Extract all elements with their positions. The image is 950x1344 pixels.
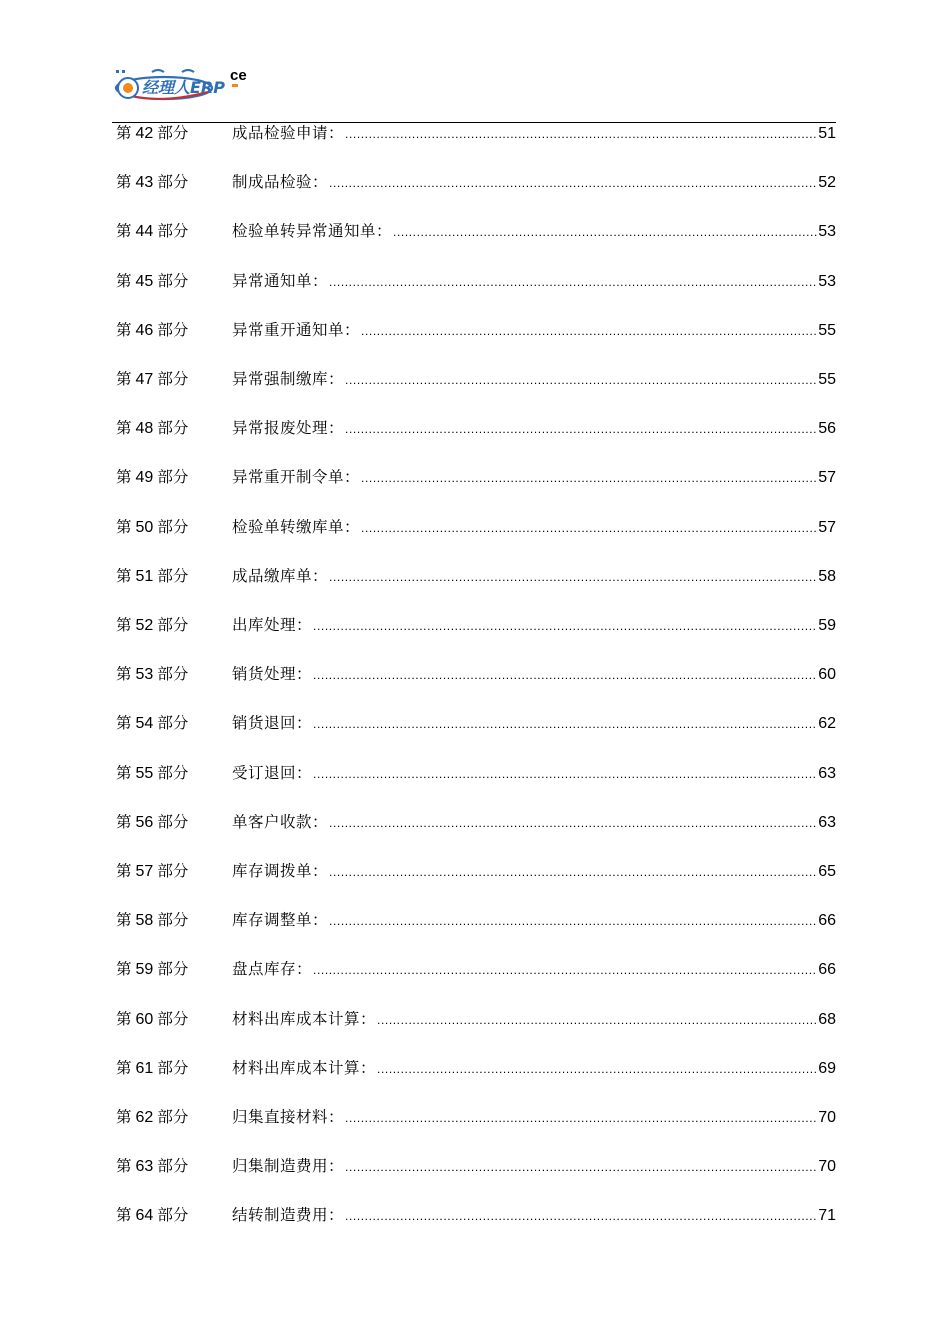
toc-entry[interactable] [116,662,836,686]
toc-entry[interactable] [116,219,836,243]
page-number[interactable]: 53 [818,223,836,241]
dot-leader [345,1155,817,1179]
part-label [116,1007,232,1032]
entry-title[interactable]: 异常通知单： [232,271,329,290]
part-suffix: 部分 [157,1206,189,1225]
entry-title[interactable]: 异常报废处理： [232,419,345,438]
entry-title[interactable]: 库存调整单： [232,911,329,930]
part-number: 63 [135,1158,154,1176]
toc-entry[interactable] [116,761,836,785]
part-suffix: 部分 [157,714,189,733]
part-prefix: 第 [116,911,132,930]
page-number[interactable]: 68 [818,1010,836,1028]
part-number: 62 [135,1109,154,1126]
dot-leader [377,1057,817,1081]
part-label [116,859,232,884]
entry-title[interactable]: 异常重开通知单： [232,320,361,339]
part-number: 50 [135,518,154,536]
part-suffix: 部分 [157,812,189,831]
entry-title[interactable]: 结转制造费用： [232,1206,345,1225]
toc-entry[interactable] [116,515,836,539]
page-number[interactable]: 66 [818,912,836,930]
part-number: 54 [135,715,154,733]
dot-leader [345,368,817,392]
part-prefix: 第 [116,419,132,438]
part-prefix: 第 [116,1206,132,1225]
part-number: 57 [135,863,154,880]
toc-entry[interactable] [116,1105,836,1129]
dot-leader [329,565,817,589]
toc-entry[interactable] [116,859,836,883]
entry-title[interactable]: 归集制造费用： [232,1157,345,1176]
part-label [116,908,232,933]
part-prefix: 第 [116,812,132,831]
page-number[interactable]: 58 [818,567,836,585]
logo-suffix: ce [230,67,247,84]
dot-leader [361,319,817,343]
page-number[interactable]: 63 [818,813,836,831]
entry-title[interactable]: 成品检验申请： [232,124,345,142]
toc-entry[interactable] [116,416,836,440]
part-label [116,711,232,736]
logo-text: 经理人ERP [142,78,225,97]
part-prefix: 第 [116,222,132,241]
part-prefix: 第 [116,320,132,339]
toc-entry[interactable] [116,367,836,391]
part-label [116,810,232,835]
entry-title[interactable]: 检验单转缴库单： [232,517,361,536]
part-label [116,367,232,392]
page-number[interactable]: 52 [818,174,836,192]
part-label [116,1203,232,1228]
part-number: 47 [135,371,154,388]
toc-entry[interactable] [116,1203,836,1227]
part-label [116,613,232,638]
part-suffix: 部分 [157,616,189,634]
toc-entry[interactable] [116,711,836,735]
part-prefix: 第 [116,960,132,979]
part-label [116,1056,232,1081]
entry-title[interactable]: 库存调拨单： [232,862,329,880]
dot-leader [313,958,817,982]
part-number: 56 [135,813,154,831]
part-suffix: 部分 [157,1157,189,1176]
part-prefix: 第 [116,1058,132,1077]
part-prefix: 第 [116,173,132,192]
entry-title[interactable]: 异常重开制令单： [232,468,361,487]
dot-leader [329,909,817,933]
part-suffix: 部分 [157,1058,189,1077]
page-number[interactable]: 56 [818,420,836,438]
part-label [116,564,232,589]
part-prefix: 第 [116,1009,132,1028]
entry-title[interactable]: 材料出库成本计算： [232,1009,377,1028]
part-number: 61 [135,1059,154,1077]
part-suffix: 部分 [157,1108,189,1126]
toc-entry[interactable] [116,908,836,932]
entry-title[interactable]: 销货退回： [232,714,313,733]
page-number[interactable]: 70 [818,1109,836,1126]
part-number: 42 [135,125,154,142]
page-number[interactable]: 70 [818,1158,836,1176]
part-suffix: 部分 [157,370,189,388]
part-prefix: 第 [116,714,132,733]
part-suffix: 部分 [157,271,189,290]
part-suffix: 部分 [157,665,189,684]
part-suffix: 部分 [157,566,189,585]
entry-title[interactable]: 成品缴库单： [232,566,329,585]
part-prefix: 第 [116,665,132,684]
entry-title[interactable]: 材料出库成本计算： [232,1058,377,1077]
part-number: 43 [135,174,154,192]
part-number: 55 [135,764,154,782]
toc-entry[interactable] [116,269,836,293]
dot-leader [313,712,817,736]
page-number[interactable]: 55 [818,321,836,339]
company-logo [112,62,252,110]
part-suffix: 部分 [157,911,189,930]
dot-leader [361,466,817,490]
page-number[interactable]: 63 [818,764,836,782]
toc-entry[interactable] [116,564,836,588]
toc-entry[interactable] [116,810,836,834]
dot-leader [313,614,817,638]
part-prefix: 第 [116,124,132,142]
toc-entry[interactable] [116,957,836,981]
part-label [116,662,232,687]
part-label [116,1154,232,1179]
entry-title[interactable]: 检验单转异常通知单： [232,222,393,241]
part-label [116,416,232,441]
part-prefix: 第 [116,862,132,880]
dot-leader [329,270,817,294]
page-number[interactable]: 62 [818,715,836,733]
part-suffix: 部分 [157,124,189,142]
part-label [116,219,232,244]
dot-leader [329,860,817,884]
part-number: 59 [135,961,154,979]
toc-entry[interactable] [116,318,836,342]
page-number[interactable]: 57 [818,518,836,536]
part-prefix: 第 [116,1108,132,1126]
part-number: 44 [135,223,154,241]
part-suffix: 部分 [157,320,189,339]
page-header [112,62,836,123]
part-number: 51 [135,567,154,585]
part-prefix: 第 [116,271,132,290]
part-prefix: 第 [116,370,132,388]
toc-entry[interactable] [116,121,836,145]
part-suffix: 部分 [157,1009,189,1028]
dot-leader [313,762,817,786]
dot-leader [377,1008,817,1032]
part-prefix: 第 [116,468,132,487]
part-label [116,269,232,294]
toc-entry[interactable] [116,613,836,637]
entry-title[interactable]: 受订退回： [232,763,313,782]
toc-entry[interactable] [116,1007,836,1031]
dot-leader [393,220,817,244]
page-number[interactable]: 60 [818,666,836,684]
part-suffix: 部分 [157,419,189,438]
entry-title[interactable]: 出库处理： [232,616,313,634]
part-number: 53 [135,666,154,684]
part-suffix: 部分 [157,222,189,241]
part-label [116,121,232,146]
part-label [116,957,232,982]
page-number[interactable]: 51 [818,125,836,142]
part-suffix: 部分 [157,517,189,536]
part-number: 58 [135,912,154,930]
page-number[interactable]: 71 [818,1207,836,1225]
part-number: 60 [135,1010,154,1028]
toc-entry[interactable] [116,1154,836,1178]
page-number[interactable]: 55 [818,371,836,388]
entry-title[interactable]: 销货处理： [232,665,313,684]
toc-entry[interactable] [116,465,836,489]
dot-leader [361,516,817,540]
entry-title[interactable]: 归集直接材料： [232,1108,345,1126]
dot-leader [313,663,817,687]
page-number[interactable]: 69 [818,1059,836,1077]
part-suffix: 部分 [157,173,189,192]
part-number: 49 [135,469,154,487]
part-prefix: 第 [116,616,132,634]
part-prefix: 第 [116,1157,132,1176]
part-number: 46 [135,321,154,339]
part-label [116,761,232,786]
toc-entry[interactable] [116,1056,836,1080]
dot-leader [345,122,817,146]
part-suffix: 部分 [157,862,189,880]
part-number: 48 [135,420,154,438]
part-suffix: 部分 [157,468,189,487]
part-number: 45 [135,272,154,290]
page-number[interactable]: 59 [818,617,836,634]
part-label [116,515,232,540]
part-suffix: 部分 [157,960,189,979]
part-label [116,1105,232,1130]
part-prefix: 第 [116,517,132,536]
part-label [116,170,232,195]
dot-leader [345,1106,817,1130]
entry-title[interactable]: 异常强制缴库： [232,370,345,388]
part-prefix: 第 [116,566,132,585]
dot-leader [345,1204,817,1228]
page-number[interactable]: 65 [818,863,836,880]
dot-leader [345,417,817,441]
dot-leader [329,811,817,835]
part-label [116,465,232,490]
page-number[interactable]: 53 [818,272,836,290]
part-suffix: 部分 [157,763,189,782]
part-number: 52 [135,617,154,634]
page-number[interactable]: 57 [818,469,836,487]
part-label [116,318,232,343]
part-number: 64 [135,1207,154,1225]
page-number[interactable]: 66 [818,961,836,979]
entry-title[interactable]: 制成品检验： [232,173,329,192]
dot-leader [329,171,817,195]
entry-title[interactable]: 盘点库存： [232,960,313,979]
part-prefix: 第 [116,763,132,782]
toc-entry[interactable] [116,170,836,194]
entry-title[interactable]: 单客户收款： [232,812,329,831]
